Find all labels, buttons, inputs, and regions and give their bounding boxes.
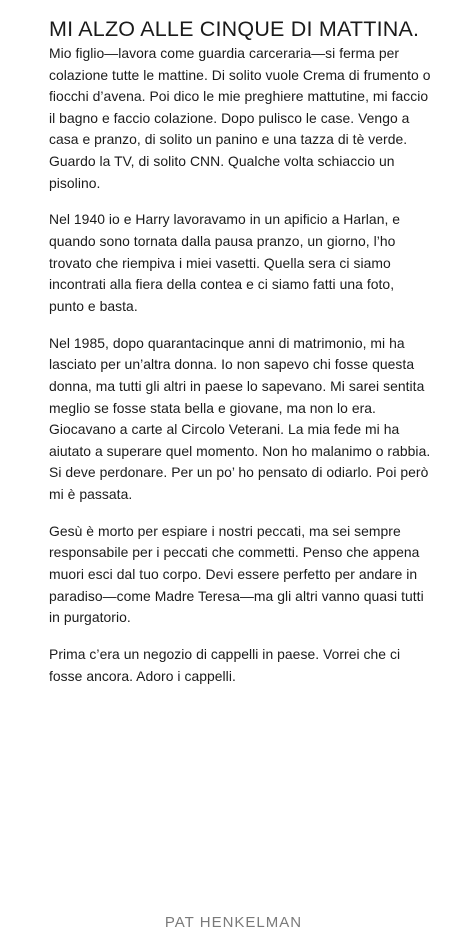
story-title: MI ALZO ALLE CINQUE DI MATTINA. [49, 17, 420, 41]
story-paragraph-2: Nel 1940 io e Harry lavoravamo in un apificio a Harlan, e quando sono tornata dalla pausa pranzo, un giorno, l’ho trovato che riempiva i miei vasetti. Quella sera ci siamo incontrati alla fiera della contea e ci siamo fatti una foto, punto e basta. [49, 211, 401, 314]
story-text-block [49, 17, 433, 687]
story-paragraph-4: Gesù è morto per espiare i nostri peccati, ma sei sempre responsabile per i peccati che commetti. Penso che appena muori esci dal tuo corpo. Devi essere perfetto per andare in paradiso—come Madre Teresa—ma gli altri vanno quasi tutti in purgatorio. [49, 522, 424, 626]
story-paragraph-5: Prima c’era un negozio di cappelli in paese. Vorrei che ci fosse ancora. Adoro i cappelli. [49, 646, 401, 684]
story-paragraph-1: Mio figlio—lavora come guardia carceraria—si ferma per colazione tutte le mattine. Di solito vuole Crema di frumento o fiocchi d’avena. Poi dico le mie preghiere mattutine, mi faccio il bagno e faccio colazione. Dopo pulisco le case. Vengo a casa e pranzo, di solito un panino e una tazza di tè verde. Guardo la TV, di solito CNN. Qualche volta schiaccio un pisolino. [49, 45, 431, 191]
author-byline: PAT HENKELMAN [164, 914, 303, 931]
story-paragraph-3: Nel 1985, dopo quarantacinque anni di matrimonio, mi ha lasciato per un’altra donna. Io non sapevo chi fosse questa donna, ma tutti gli altri in paese lo sapevano. Mi sarei sentita meglio se fosse stata bella e giovane, ma non lo era. Giocavano a carte al Circolo Veterani. La mia fede mi ha aiutato a superare quel momento. Non ho malanimo o rabbia. Si deve perdonare. Per un po’ ho pensato di odiarlo. Poi però mi è passata. [49, 334, 431, 502]
